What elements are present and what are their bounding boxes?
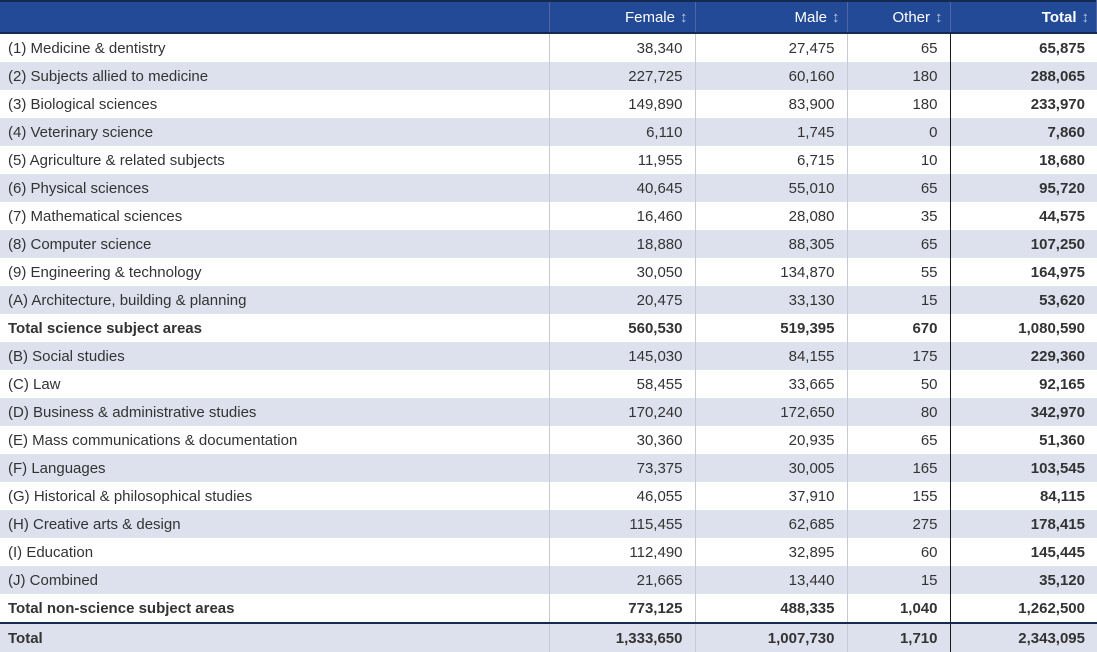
- total-cell: 84,115: [950, 482, 1097, 510]
- subject-cell: (G) Historical & philosophical studies: [0, 482, 549, 510]
- subject-cell: (2) Subjects allied to medicine: [0, 62, 549, 90]
- subject-cell: (4) Veterinary science: [0, 118, 549, 146]
- other-cell: 35: [847, 202, 950, 230]
- female-cell: 30,360: [549, 426, 695, 454]
- female-cell: 170,240: [549, 398, 695, 426]
- table-row: [0, 258, 1097, 286]
- other-cell: 65: [847, 33, 950, 62]
- subject-cell: (A) Architecture, building & planning: [0, 286, 549, 314]
- male-cell: 84,155: [695, 342, 847, 370]
- total-cell: 233,970: [950, 90, 1097, 118]
- table-row: [0, 538, 1097, 566]
- other-cell: 65: [847, 426, 950, 454]
- header-male-label: Male: [794, 8, 827, 26]
- grand-total-row: [0, 623, 1097, 652]
- header-row: [0, 1, 1097, 33]
- table-row: [0, 482, 1097, 510]
- female-cell: 115,455: [549, 510, 695, 538]
- other-cell: 175: [847, 342, 950, 370]
- table-row: [0, 146, 1097, 174]
- total-cell: 7,860: [950, 118, 1097, 146]
- male-cell: 27,475: [695, 33, 847, 62]
- subject-cell: (E) Mass communications & documentation: [0, 426, 549, 454]
- total-cell: 1,080,590: [950, 314, 1097, 342]
- male-cell: 1,745: [695, 118, 847, 146]
- male-cell: 32,895: [695, 538, 847, 566]
- sort-icon: ↕: [680, 8, 688, 26]
- male-cell: 30,005: [695, 454, 847, 482]
- subject-cell: (F) Languages: [0, 454, 549, 482]
- male-cell: 1,007,730: [695, 623, 847, 652]
- male-cell: 20,935: [695, 426, 847, 454]
- subject-cell: (5) Agriculture & related subjects: [0, 146, 549, 174]
- subject-cell: (9) Engineering & technology: [0, 258, 549, 286]
- male-cell: 28,080: [695, 202, 847, 230]
- subject-cell: (D) Business & administrative studies: [0, 398, 549, 426]
- male-cell: 33,130: [695, 286, 847, 314]
- table-body: [0, 33, 1097, 652]
- total-cell: 178,415: [950, 510, 1097, 538]
- male-cell: 62,685: [695, 510, 847, 538]
- male-cell: 33,665: [695, 370, 847, 398]
- female-cell: 16,460: [549, 202, 695, 230]
- total-cell: 18,680: [950, 146, 1097, 174]
- female-cell: 6,110: [549, 118, 695, 146]
- female-cell: 73,375: [549, 454, 695, 482]
- female-cell: 149,890: [549, 90, 695, 118]
- male-cell: 83,900: [695, 90, 847, 118]
- total-cell: 145,445: [950, 538, 1097, 566]
- female-cell: 40,645: [549, 174, 695, 202]
- female-cell: 227,725: [549, 62, 695, 90]
- total-cell: 107,250: [950, 230, 1097, 258]
- total-cell: 1,262,500: [950, 594, 1097, 623]
- table-row: [0, 62, 1097, 90]
- header-subject-column: [0, 1, 549, 33]
- subject-cell: Total science subject areas: [0, 314, 549, 342]
- table-row: [0, 510, 1097, 538]
- other-cell: 155: [847, 482, 950, 510]
- other-cell: 165: [847, 454, 950, 482]
- female-cell: 21,665: [549, 566, 695, 594]
- header-total-sort[interactable]: [950, 1, 1097, 33]
- female-cell: 38,340: [549, 33, 695, 62]
- subject-cell: (H) Creative arts & design: [0, 510, 549, 538]
- other-cell: 60: [847, 538, 950, 566]
- other-cell: 15: [847, 566, 950, 594]
- table-row: [0, 230, 1097, 258]
- table-row: [0, 342, 1097, 370]
- table-row: [0, 174, 1097, 202]
- table-row: [0, 286, 1097, 314]
- other-cell: 65: [847, 230, 950, 258]
- total-cell: 35,120: [950, 566, 1097, 594]
- female-cell: 560,530: [549, 314, 695, 342]
- other-cell: 15: [847, 286, 950, 314]
- female-cell: 58,455: [549, 370, 695, 398]
- female-cell: 145,030: [549, 342, 695, 370]
- subject-cell: (I) Education: [0, 538, 549, 566]
- female-cell: 46,055: [549, 482, 695, 510]
- male-cell: 60,160: [695, 62, 847, 90]
- subject-cell: (6) Physical sciences: [0, 174, 549, 202]
- female-cell: 20,475: [549, 286, 695, 314]
- total-cell: 51,360: [950, 426, 1097, 454]
- subject-cell: (J) Combined: [0, 566, 549, 594]
- table-row: [0, 426, 1097, 454]
- male-cell: 88,305: [695, 230, 847, 258]
- total-cell: 164,975: [950, 258, 1097, 286]
- header-total-label: Total: [1041, 8, 1077, 26]
- header-female-label: Female: [624, 8, 675, 26]
- other-cell: 65: [847, 174, 950, 202]
- female-cell: 773,125: [549, 594, 695, 623]
- total-cell: 2,343,095: [950, 623, 1097, 652]
- female-cell: 18,880: [549, 230, 695, 258]
- male-cell: 13,440: [695, 566, 847, 594]
- total-cell: 288,065: [950, 62, 1097, 90]
- total-cell: 229,360: [950, 342, 1097, 370]
- other-cell: 50: [847, 370, 950, 398]
- header-other-label: Other: [892, 8, 930, 26]
- subject-cell: (B) Social studies: [0, 342, 549, 370]
- male-cell: 37,910: [695, 482, 847, 510]
- total-cell: 342,970: [950, 398, 1097, 426]
- total-cell: 103,545: [950, 454, 1097, 482]
- male-cell: 488,335: [695, 594, 847, 623]
- male-cell: 6,715: [695, 146, 847, 174]
- total-cell: 44,575: [950, 202, 1097, 230]
- male-cell: 55,010: [695, 174, 847, 202]
- subject-cell: (C) Law: [0, 370, 549, 398]
- other-cell: 180: [847, 90, 950, 118]
- other-cell: 180: [847, 62, 950, 90]
- total-cell: 92,165: [950, 370, 1097, 398]
- male-cell: 172,650: [695, 398, 847, 426]
- subject-cell: (7) Mathematical sciences: [0, 202, 549, 230]
- other-cell: 670: [847, 314, 950, 342]
- table-row: [0, 370, 1097, 398]
- other-cell: 10: [847, 146, 950, 174]
- subject-cell: (1) Medicine & dentistry: [0, 33, 549, 62]
- female-cell: 11,955: [549, 146, 695, 174]
- female-cell: 30,050: [549, 258, 695, 286]
- other-cell: 275: [847, 510, 950, 538]
- total-cell: 95,720: [950, 174, 1097, 202]
- table-row: [0, 90, 1097, 118]
- sort-icon: ↕: [1081, 8, 1089, 26]
- subject-cell: (8) Computer science: [0, 230, 549, 258]
- total-row: [0, 314, 1097, 342]
- sort-icon: ↕: [935, 8, 943, 26]
- female-cell: 112,490: [549, 538, 695, 566]
- header-male-sort[interactable]: [695, 1, 847, 33]
- total-cell: 53,620: [950, 286, 1097, 314]
- table-row: [0, 566, 1097, 594]
- table-row: [0, 454, 1097, 482]
- header-other-sort[interactable]: [847, 1, 950, 33]
- male-cell: 519,395: [695, 314, 847, 342]
- other-cell: 0: [847, 118, 950, 146]
- table-row: [0, 202, 1097, 230]
- sort-icon: ↕: [832, 8, 840, 26]
- subject-cell: Total: [0, 623, 549, 652]
- table-row: [0, 33, 1097, 62]
- table-row: [0, 398, 1097, 426]
- subject-cell: Total non-science subject areas: [0, 594, 549, 623]
- total-row: [0, 594, 1097, 623]
- table-row: [0, 118, 1097, 146]
- male-cell: 134,870: [695, 258, 847, 286]
- other-cell: 1,710: [847, 623, 950, 652]
- subject-cell: (3) Biological sciences: [0, 90, 549, 118]
- total-cell: 65,875: [950, 33, 1097, 62]
- header-female-sort[interactable]: [549, 1, 695, 33]
- other-cell: 80: [847, 398, 950, 426]
- other-cell: 1,040: [847, 594, 950, 623]
- other-cell: 55: [847, 258, 950, 286]
- female-cell: 1,333,650: [549, 623, 695, 652]
